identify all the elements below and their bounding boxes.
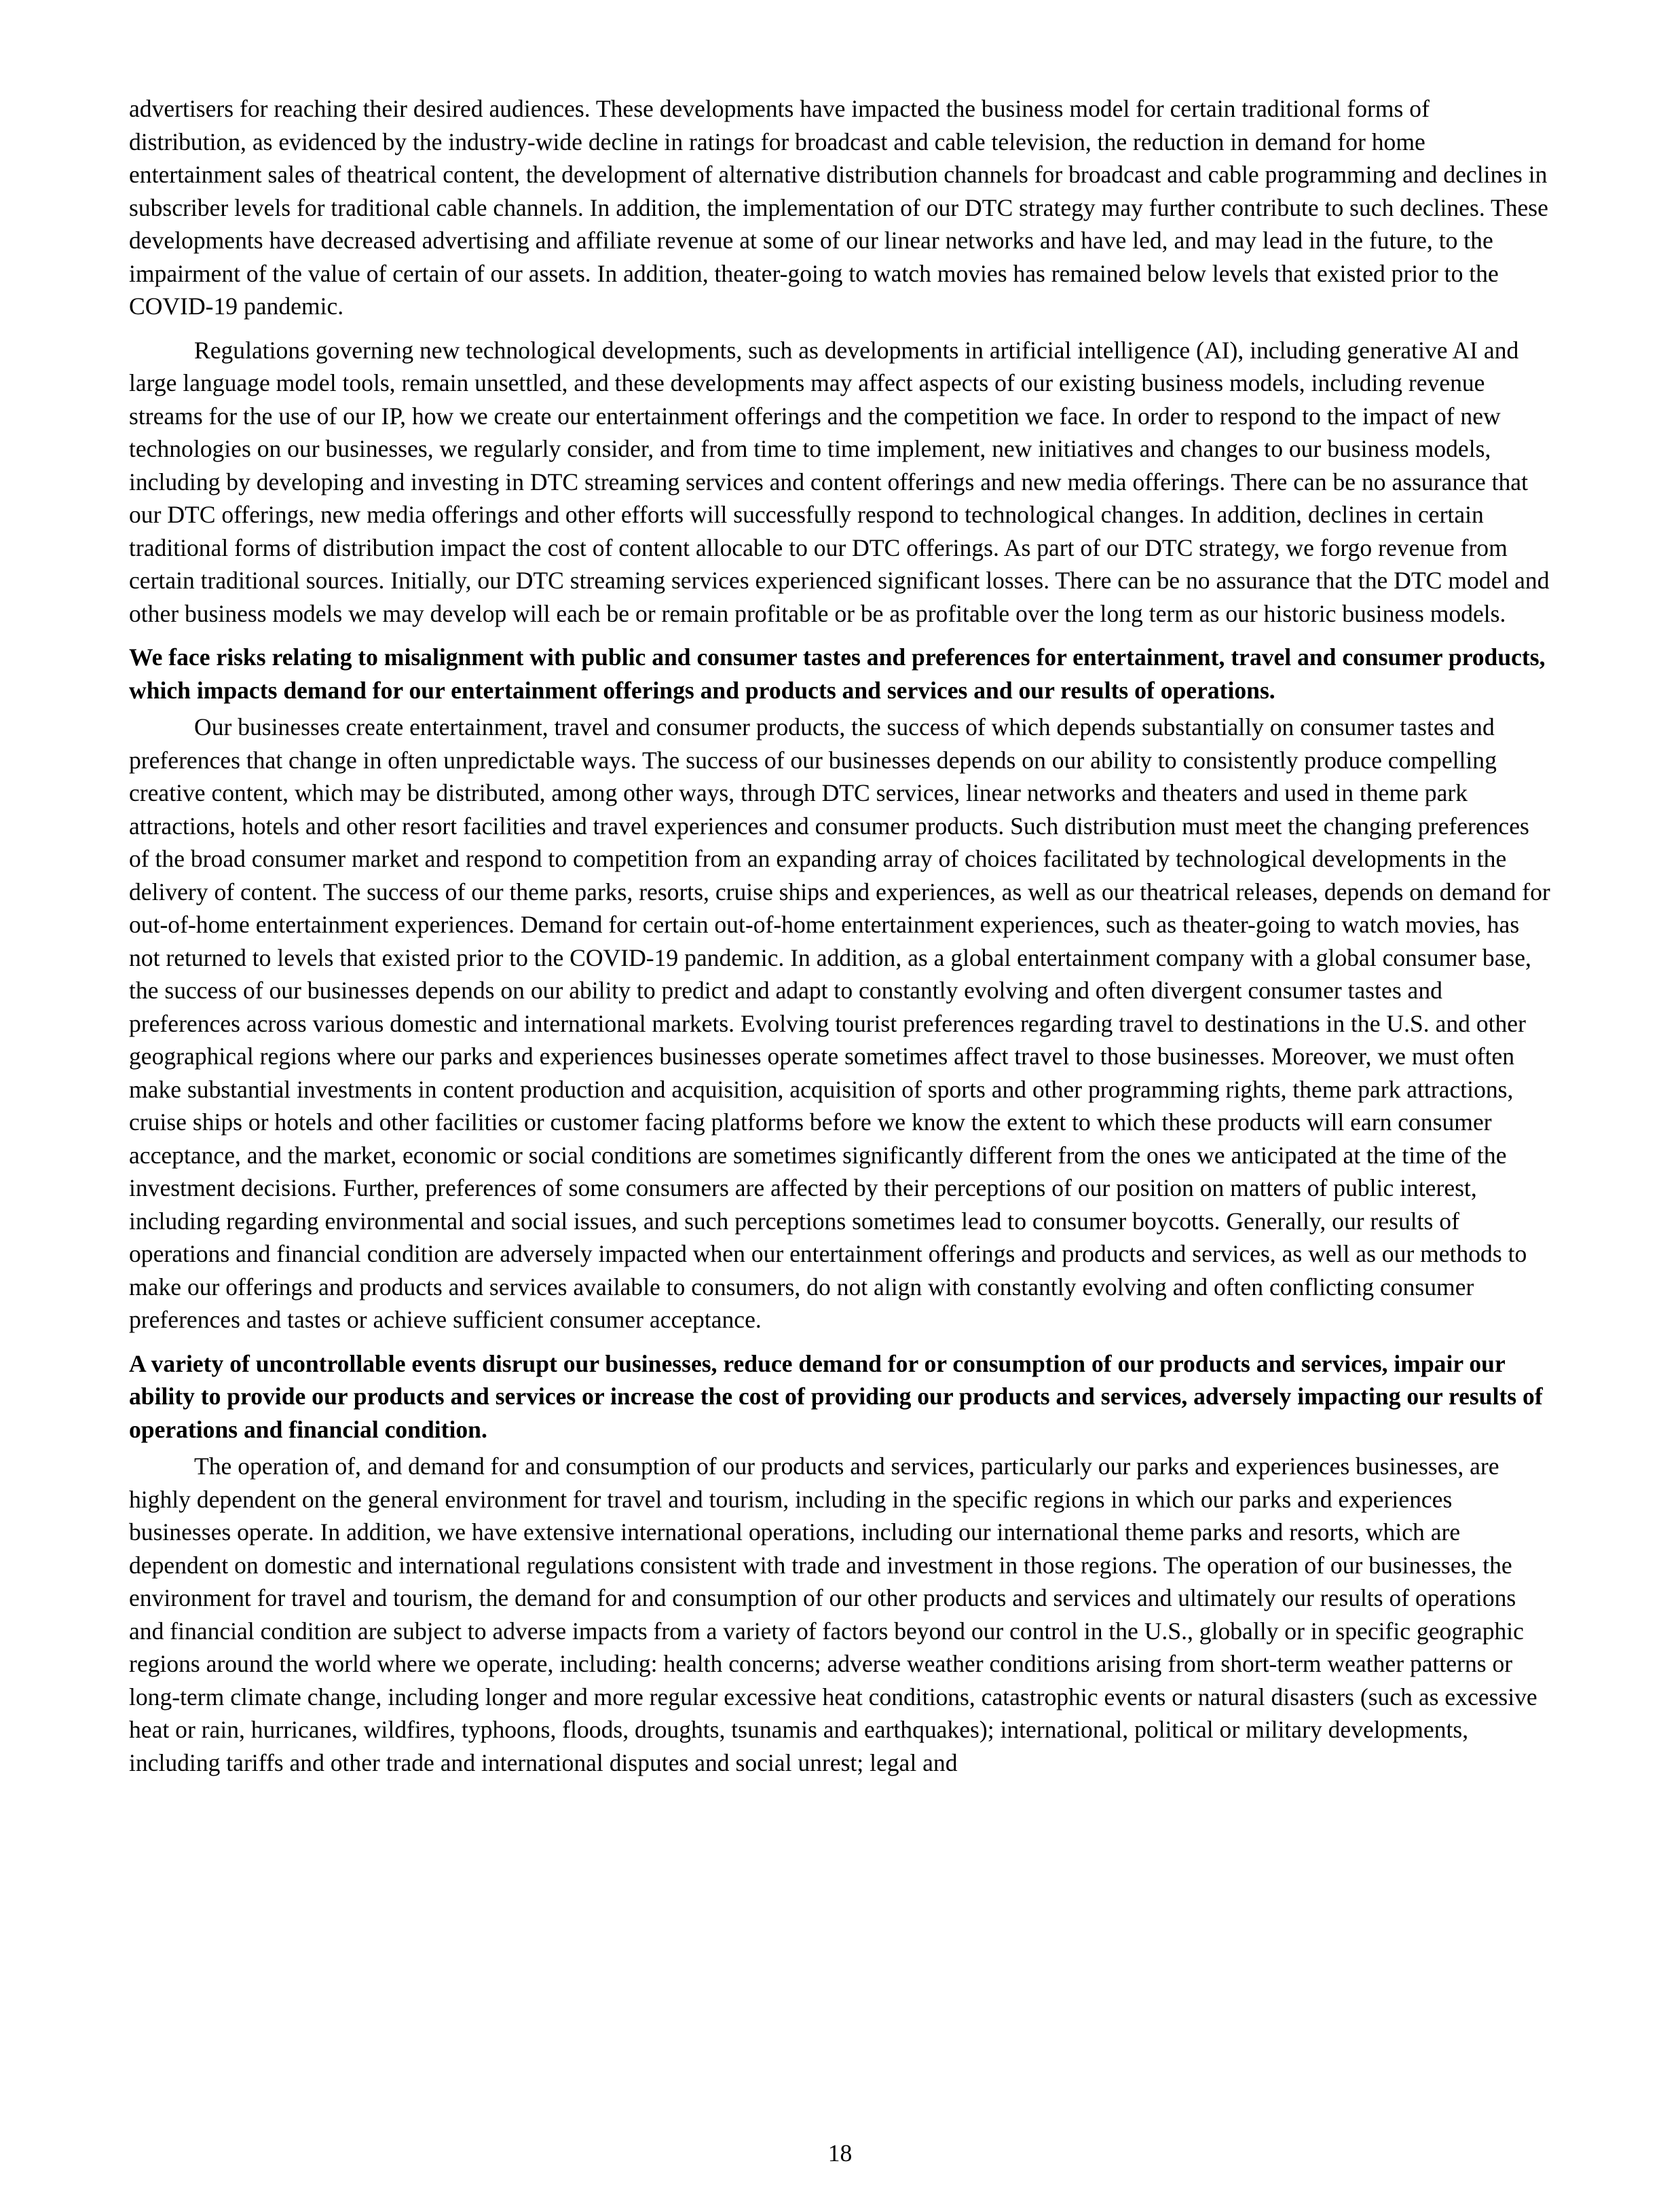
body-paragraph-continued: advertisers for reaching their desired audiences. These developments have impacted the business model for certain traditional forms of distribution, as evidenced by the industry-wide decline in ratings for broadcast and cable television, the reduction in demand for home entertainment sales of theatrical content, the development of alternative distribution channels for broadcast and cable programming and declines in subscriber levels for traditional cable channels. In addition, the implementation of our DTC strategy may further contribute to such declines. These developments have decreased advertising and affiliate revenue at some of our linear networks and have led, and may lead in the future, to the impairment of the value of certain of our assets. In addition, theater-going to watch movies has remained below levels that existed prior to the COVID-19 pandemic.: [129, 95, 1548, 320]
document-page: [129, 92, 1552, 1790]
body-paragraph-uncontrollable-events: The operation of, and demand for and consumption of our products and services, particularly our parks and experiences businesses, are highly dependent on the general environment for travel and tourism, including in the specific regions in which our parks and experiences businesses operate. In addition, we have extensive international operations, including our international theme parks and resorts, which are dependent on domestic and international regulations consistent with trade and investment in those regions. The operation of our businesses, the environment for travel and tourism, the demand for and consumption of our other products and services and ultimately our results of operations and financial condition are subject to adverse impacts from a variety of factors beyond our control in the U.S., globally or in specific geographic regions around the world where we operate, including: health concerns; adverse weather conditions arising from short-term weather patterns or long-term climate change, including longer and more regular excessive heat conditions, catastrophic events or natural disasters (such as excessive heat or rain, hurricanes, wildfires, typhoons, floods, droughts, tsunamis and earthquakes); international, political or military developments, including tariffs and other trade and international disputes and social unrest; legal and: [129, 1453, 1537, 1776]
body-paragraph-technology: Regulations governing new technological developments, such as developments in artificial intelligence (AI), including generative AI and large language model tools, remain unsettled, and these developments may affect aspects of our existing business models, including revenue streams for the use of our IP, how we create our entertainment offerings and the competition we face. In order to respond to the impact of new technologies on our businesses, we regularly consider, and from time to time implement, new initiatives and changes to our business models, including by developing and investing in DTC streaming services and content offerings and new media offerings. There can be no assurance that our DTC offerings, new media offerings and other efforts will successfully respond to technological changes. In addition, declines in certain traditional forms of distribution impact the cost of content allocable to our DTC offerings. As part of our DTC strategy, we forgo revenue from certain traditional sources. Initially, our DTC streaming services experienced significant losses. There can be no assurance that the DTC model and other business models we may develop will each be or remain profitable or be as profitable over the long term as our historic business models.: [129, 336, 1550, 627]
body-paragraph-consumer-tastes: Our businesses create entertainment, travel and consumer products, the success of which depends substantially on consumer tastes and preferences that change in often unpredictable ways. The success of our businesses depends on our ability to consistently produce compelling creative content, which may be distributed, among other ways, through DTC services, linear networks and theaters and used in theme park attractions, hotels and other resort facilities and travel experiences and consumer products. Such distribution must meet the changing preferences of the broad consumer market and respond to competition from an expanding array of choices facilitated by technological developments in the delivery of content. The success of our theme parks, resorts, cruise ships and experiences, as well as our theatrical releases, depends on demand for out-of-home entertainment experiences. Demand for certain out-of-home entertainment experiences, such as theater-going to watch movies, has not returned to levels that existed prior to the COVID-19 pandemic. In addition, as a global entertainment company with a global consumer base, the success of our businesses depends on our ability to predict and adapt to constantly evolving and often divergent consumer tastes and preferences across various domestic and international markets. Evolving tourist preferences regarding travel to destinations in the U.S. and other geographical regions where our parks and experiences businesses operate sometimes affect travel to those businesses. Moreover, we must often make substantial investments in content production and acquisition, acquisition of sports and other programming rights, theme park attractions, cruise ships or hotels and other facilities or customer facing platforms before we know the extent to which these products will earn consumer acceptance, and the market, economic or social conditions are sometimes significantly different from the ones we anticipated at the time of the investment decisions. Further, preferences of some consumers are affected by their perceptions of our position on matters of public interest, including regarding environmental and social issues, and such perceptions sometimes lead to consumer boycotts. Generally, our results of operations and financial condition are adversely impacted when our entertainment offerings and products and services, as well as our methods to make our offerings and products and services available to consumers, do not align with constantly evolving and often conflicting consumer preferences and tastes or achieve sufficient consumer acceptance.: [129, 713, 1550, 1333]
page-number: 18: [827, 2139, 853, 2167]
risk-heading-uncontrollable-events: A variety of uncontrollable events disrupt our businesses, reduce demand for or consumption of our products and services, impair our ability to provide our products and services or increase the cost of providing our products and services, adversely impacting our results of operations and financial condition.: [129, 1349, 1543, 1443]
risk-heading-consumer-tastes: We face risks relating to misalignment with public and consumer tastes and preferences for entertainment, travel and consumer products, which impacts demand for our entertainment offerings and products and services and our results of operations.: [129, 643, 1546, 704]
